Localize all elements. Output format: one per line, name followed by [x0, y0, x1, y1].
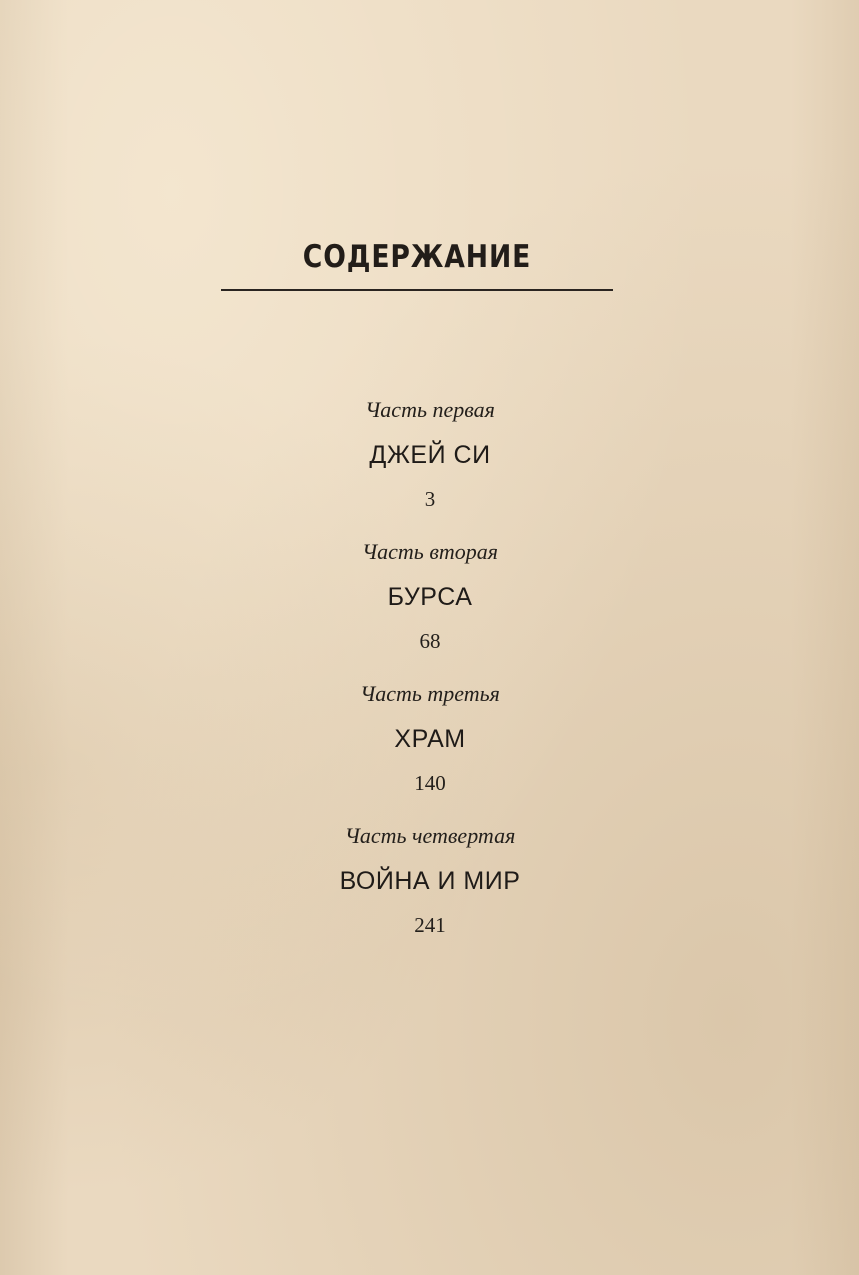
toc-entry-part-2[interactable]	[230, 532, 630, 674]
toc-entry-part-3[interactable]	[230, 674, 630, 816]
table-of-contents	[230, 390, 630, 958]
toc-entry-part-1[interactable]	[230, 390, 630, 532]
page-title: СОДЕРЖАНИЕ	[302, 239, 532, 275]
part-title: ДЖЕЙ СИ	[369, 441, 491, 469]
part-title: ВОЙНА И МИР	[339, 867, 521, 895]
toc-entry-part-4[interactable]	[230, 816, 630, 958]
contents-header	[221, 232, 613, 282]
part-page-number: 68	[419, 629, 441, 653]
part-label: Часть первая	[365, 397, 495, 422]
part-title: ХРАМ	[394, 725, 466, 753]
part-page-number: 241	[414, 913, 446, 937]
part-label: Часть четвертая	[344, 823, 516, 848]
part-page-number: 140	[414, 771, 446, 795]
part-label: Часть вторая	[362, 539, 498, 564]
part-label: Часть третья	[360, 681, 500, 706]
part-page-number: 3	[424, 487, 436, 511]
title-underline	[221, 289, 613, 291]
part-title: БУРСА	[387, 583, 473, 611]
